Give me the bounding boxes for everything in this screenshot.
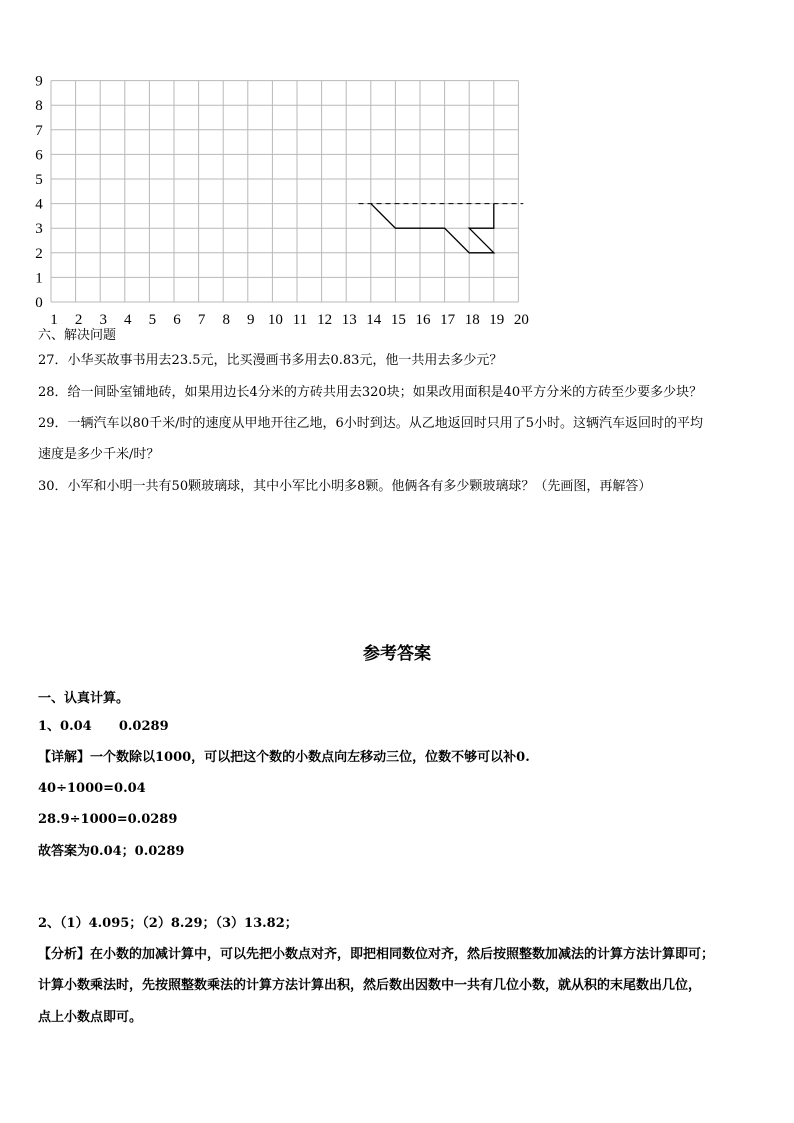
x-tick-label: 1 [50, 312, 58, 328]
x-tick-label: 4 [124, 312, 132, 328]
answer-1-eq1: 40÷1000=0.04 [38, 781, 146, 796]
y-tick-label: 0 [35, 295, 43, 311]
answer-1-head: 1、0.04 0.0289 [38, 719, 169, 734]
x-tick-label: 16 [415, 312, 431, 328]
x-tick-label: 15 [390, 312, 406, 328]
x-tick-label: 11 [292, 312, 308, 328]
answers-title: 参考答案 [363, 644, 431, 664]
y-tick-label: 3 [35, 221, 43, 238]
question-27: 27．小华买故事书用去23.5元，比买漫画书多用去0.83元，他一共用去多少元？ [38, 353, 503, 368]
x-tick-label: 17 [440, 312, 456, 328]
x-tick-label: 5 [148, 312, 157, 328]
x-tick-label: 3 [99, 312, 107, 328]
x-tick-label: 7 [197, 312, 206, 328]
question-28: 28．给一间卧室铺地砖，如果用边长4分米的方砖共用去320块；如果改用面积是40平方分米的方砖至少要多少块？ [38, 385, 703, 400]
y-tick-label: 1 [35, 270, 43, 287]
x-tick-label: 13 [341, 312, 357, 328]
answers-section-1: 一、认真计算。 [38, 691, 130, 706]
x-tick-label: 19 [489, 312, 505, 328]
section-6-heading: 六、解决问题 [38, 328, 117, 343]
answer-2-line-3: 点上小数点即可。 [38, 1010, 143, 1025]
x-tick-label: 10 [267, 312, 283, 328]
y-tick-label: 9 [35, 73, 43, 90]
answer-2-line-1: 【分析】在小数的加减计算中，可以先把小数点对齐，即把相同数位对齐，然后按照整数加减法的计算方法计算即可； [38, 947, 715, 962]
question-29-line-2: 速度是多少千米/时？ [38, 447, 160, 462]
answer-1-conclusion: 故答案为0.04；0.0289 [38, 844, 185, 859]
x-tick-label: 18 [464, 312, 480, 328]
answer-1-eq2: 28.9÷1000=0.0289 [38, 812, 178, 827]
answer-2-line-2: 计算小数乘法时，先按照整数乘法的计算方法计算出积，然后数出因数中一共有几位小数，就从积的末尾数出几位， [38, 978, 702, 993]
answer-2-head: 2、（1）4.095；（2）8.29；（3）13.82； [38, 916, 298, 931]
x-tick-label: 14 [366, 312, 382, 328]
grid-svg [30, 72, 570, 332]
y-tick-label: 2 [35, 245, 43, 262]
y-tick-label: 8 [35, 98, 43, 115]
x-tick-label: 8 [222, 312, 230, 328]
answer-1-detail: 【详解】一个数除以1000，可以把这个数的小数点向左移动三位，位数不够可以补0. [38, 750, 530, 765]
y-tick-label: 7 [35, 122, 43, 139]
question-29-line-1: 29．一辆汽车以80千米/时的速度从甲地开往乙地，6小时到达。从乙地返回时只用了5小时。这辆汽车返回时的平均 [38, 416, 704, 431]
question-30: 30．小军和小明一共有50颗玻璃球，其中小军比小明多8颗。他俩各有多少颗玻璃球？（先画图，再解答） [38, 479, 652, 494]
x-tick-label: 12 [317, 312, 333, 328]
coordinate-grid [30, 72, 570, 332]
x-tick-label: 20 [513, 312, 529, 328]
y-tick-label: 6 [35, 147, 43, 164]
x-tick-label: 2 [74, 312, 83, 328]
x-tick-label: 9 [247, 312, 255, 328]
y-tick-label: 4 [35, 196, 43, 213]
x-tick-label: 6 [173, 312, 181, 328]
y-tick-label: 5 [35, 172, 43, 188]
